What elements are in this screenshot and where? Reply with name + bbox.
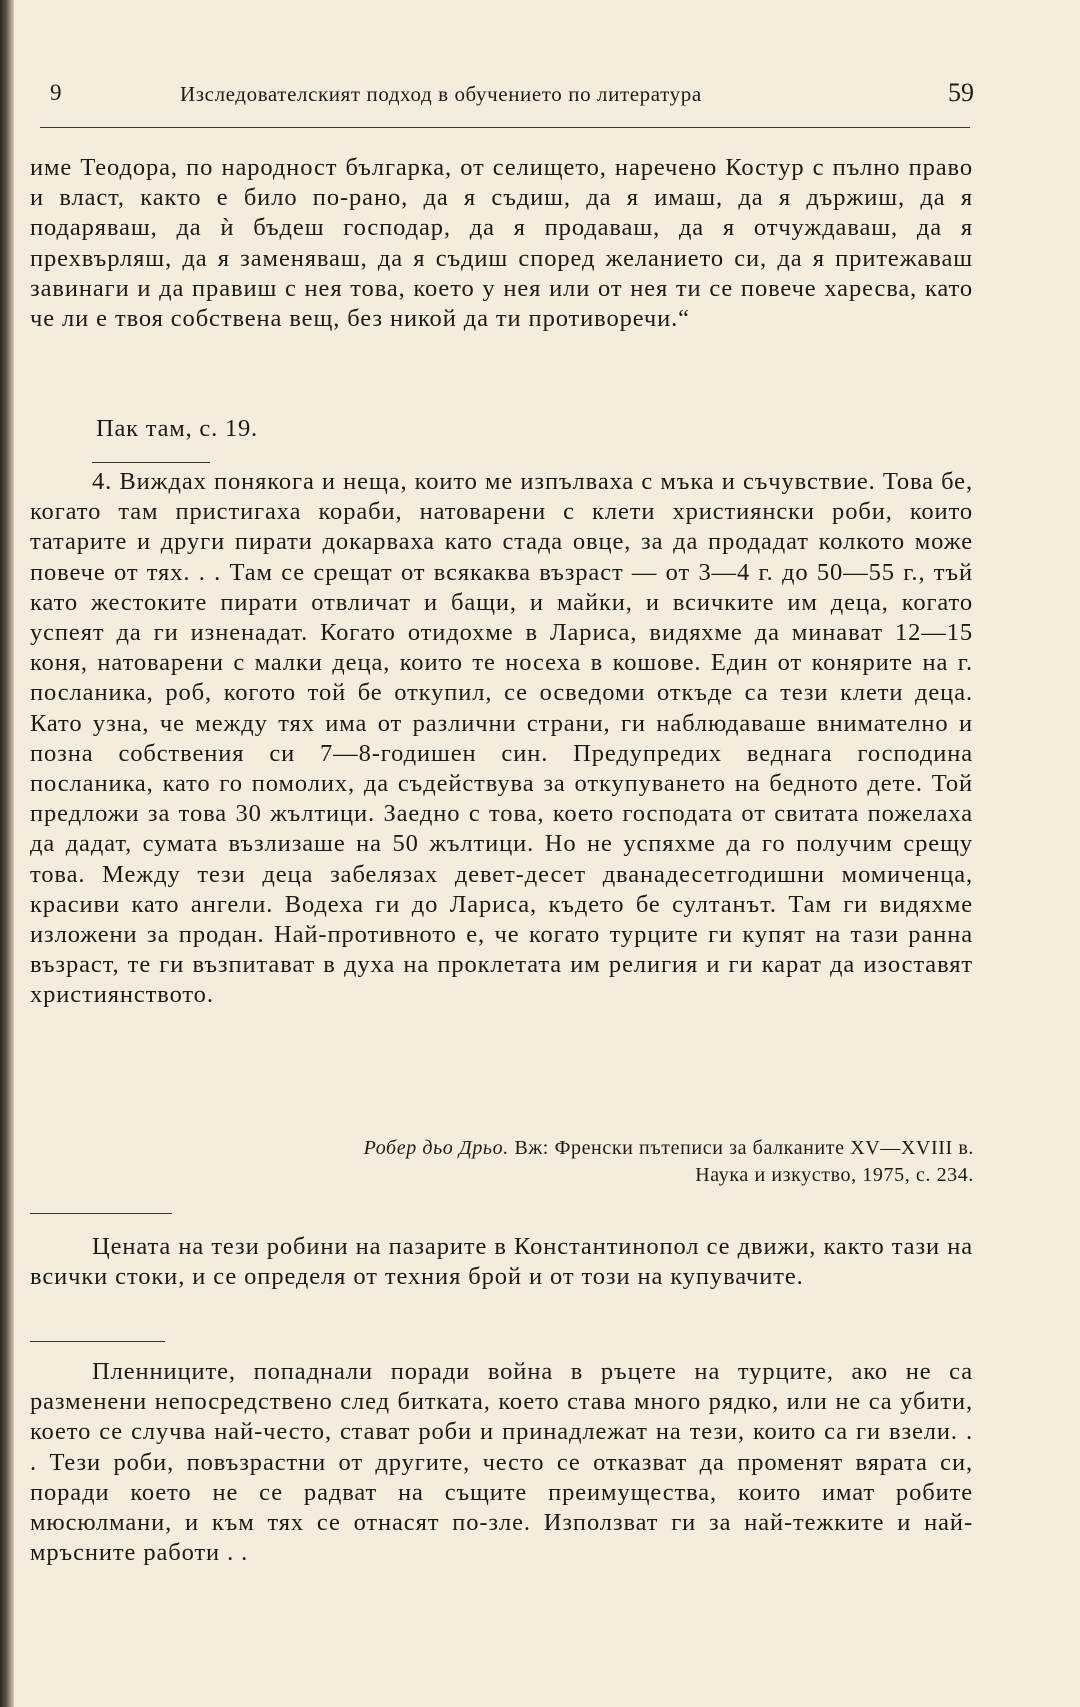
excerpt-4-text: Пленниците, попаднали поради война в ръцете на турците, ако не са разменени непосредствено след битката, което става много рядко, или не са убити, което се случва най-често, стават роби и принадлежат на тези, които са ги взели. . . Тези роби, повъзрастни от другите, често се отказват да променят вярата си, поради което не се радват на същите преимущества, които имат робите мюсюлмани, и към тях се отнасят по-зле. Използват ги за най-тежките и най-мръсните работи . . [30, 1358, 973, 1567]
running-header [0, 78, 1080, 118]
header-rule [40, 127, 970, 128]
separator-rule [30, 1213, 172, 1214]
separator-rule [92, 462, 210, 463]
citation-author: Робер дьо Дрьо. [363, 1137, 509, 1159]
excerpt-3-text: Цената на тези робини на пазарите в Константинопол се движи, както тази на всички стоки, и се определя от техния брой и от този на купувачите. [30, 1233, 973, 1291]
excerpt-1-source: Пак там, с. 19. [96, 415, 258, 442]
page-number: 59 [948, 78, 974, 107]
citation-title: Вж: Френски пътеписи за балканите XV—XVIII в. [514, 1137, 974, 1159]
excerpt-3 [30, 1232, 973, 1292]
running-title: Изследователският подход в обучението по литература [180, 82, 702, 106]
citation-publisher: Наука и изкуство, 1975, с. 234. [695, 1164, 974, 1186]
excerpt-2-citation [30, 1135, 974, 1189]
excerpt-2-text: 4. Виждах понякога и неща, които ме изпълваха с мъка и съчувствие. Това бе, когато там пристигаха кораби, натоварени с клети християнски роби, които татарите и други пирати докарваха като стада овце, за да продадат колкото може повече от тях. . . Там се срещат от всякаква възраст — от 3—4 г. до 50—55 г., тъй като жестоките пирати отвличат и бащи, и майки, и всичките им деца, когато успеят да ги изненадат. Когато отидохме в Лариса, видяхме да минават 12—15 коня, натоварени с малки деца, които те носеха в кошове. Един от конярите на г. посланика, роб, когото той бе откупил, се осведоми откъде са тези клети деца. Като узна, че между тях има от различни страни, ги наблюдаваше внимателно и позна собствения си 7—8-годишен син. Предупредих веднага господина посланика, като го помолих, да съдействува за откупуването на бедното дете. Той предложи за това 30 жълтици. Заедно с това, което господата от свитата пожелаха да дадат, сумата възлизаше на 50 жълтици. Но не успяхме да го получим срещу това. Между тези деца забелязах девет-десет дванадесетгодишни момиченца, красиви като ангели. Водеха ги до Лариса, където бе султанът. Там ги видяхме изложени за продан. Най-противното е, че когато турците ги купят на тази ранна възраст, те ги възпитават в духа на проклетата им религия и ги карат да изоставят християнството. [30, 468, 973, 1009]
excerpt-1 [30, 153, 973, 334]
excerpt-4 [30, 1357, 973, 1568]
excerpt-2 [30, 467, 973, 1011]
chapter-number: 9 [50, 80, 62, 105]
book-binding-edge [0, 0, 14, 1707]
separator-rule [30, 1341, 165, 1342]
excerpt-1-text: име Теодора, по народност българка, от селището, наречено Костур с пълно право и власт, както е било по-рано, да я съдиш, да я имаш, да я държиш, да я подаряваш, да ѝ бъдеш господар, да я продаваш, да я отчуждаваш, да я прехвърляш, да я заменяваш, да я съдиш според желанието си, да я притежаваш завинаги и да правиш с нея това, което у нея или от нея ти се повече харесва, като че ли е твоя собствена вещ, без никой да ти противоречи.“ [30, 154, 973, 333]
